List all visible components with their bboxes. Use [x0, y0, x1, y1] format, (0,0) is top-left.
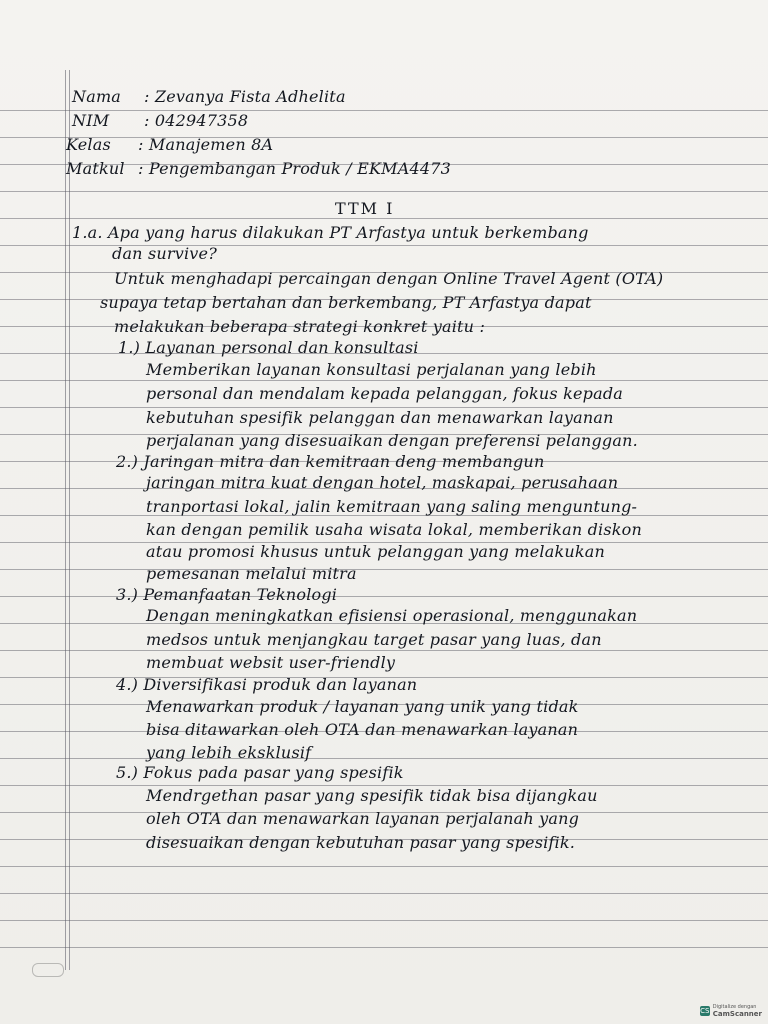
kelas-label: Kelas: [66, 135, 111, 154]
point-5-line: disesuaikan dengan kebutuhan pasar yang spesifik.: [146, 833, 576, 852]
camscanner-logo-icon: CS: [700, 1007, 710, 1015]
nim-value: 042947358: [154, 111, 249, 130]
point-5-line: oleh OTA dan menawarkan layanan perjalanah yang: [146, 809, 580, 828]
point-2-line: jaringan mitra kuat dengan hotel, maskapai, perusahaan: [146, 473, 619, 492]
matkul-label: Matkul: [66, 159, 125, 178]
question-line-1: 1.a. Apa yang harus dilakukan PT Arfastya untuk berkembang: [72, 223, 589, 242]
point-3-line: Dengan meningkatkan efisiensi operasional, menggunakan: [146, 606, 638, 625]
intro-line-1: Untuk menghadapi percaingan dengan Online Travel Agent (OTA): [114, 269, 664, 288]
kelas-value: Manajemen 8A: [148, 135, 274, 154]
matkul-value: Pengembangan Produk / EKMA4473: [148, 159, 451, 178]
watermark-brand: CamScanner: [712, 1010, 762, 1018]
point-2-line: pemesanan melalui mitra: [146, 564, 357, 583]
header-nim: NIM : 042947358: [72, 111, 249, 130]
point-3-heading: 3.) Pemanfaatan Teknologi: [116, 585, 338, 604]
header-kelas: Kelas : Manajemen 8A: [66, 135, 274, 154]
point-2-heading: 2.) Jaringan mitra dan kemitraan deng membangun: [116, 452, 545, 471]
question-line-2: dan survive?: [112, 244, 217, 263]
watermark-caption: Digitalize dengan: [712, 1004, 757, 1010]
point-4-line: bisa ditawarkan oleh OTA dan menawarkan layanan: [146, 720, 579, 739]
watermark-text: [713, 1004, 762, 1018]
nama-label: Nama: [72, 87, 122, 106]
intro-line-3: melakukan beberapa strategi konkret yaitu :: [114, 317, 486, 336]
point-2-line: tranportasi lokal, jalin kemitraan yang saling menguntung-: [146, 497, 638, 516]
point-4-line: Menawarkan produk / layanan yang unik yang tidak: [146, 697, 579, 716]
intro-line-2: supaya tetap bertahan dan berkembang, PT Arfastya dapat: [100, 293, 592, 312]
point-1-line: personal dan mendalam kepada pelanggan, fokus kepada: [146, 384, 624, 403]
point-3-line: medsos untuk menjangkau target pasar yang luas, dan: [146, 630, 602, 649]
point-3-line: membuat websit user-friendly: [146, 653, 396, 672]
point-5-line: Mendrgethan pasar yang spesifik tidak bisa dijangkau: [146, 786, 598, 805]
nama-value: Zevanya Fista Adhelita: [154, 87, 346, 106]
point-1-line: Memberikan layanan konsultasi perjalanan yang lebih: [146, 360, 597, 379]
header-nama: Nama : Zevanya Fista Adhelita: [72, 87, 346, 106]
page-title: TTM I: [335, 199, 395, 218]
point-2-line: kan dengan pemilik usaha wisata lokal, memberikan diskon: [146, 520, 643, 539]
point-4-heading: 4.) Diversifikasi produk dan layanan: [116, 675, 418, 694]
scanner-watermark: [700, 1004, 762, 1018]
point-1-line: kebutuhan spesifik pelanggan dan menawarkan layanan: [146, 408, 614, 427]
point-5-heading: 5.) Fokus pada pasar yang spesifik: [116, 763, 404, 782]
point-4-line: yang lebih eksklusif: [146, 743, 312, 762]
point-2-line: atau promosi khusus untuk pelanggan yang melakukan: [146, 542, 606, 561]
nim-label: NIM: [72, 111, 110, 130]
header-matkul: Matkul : Pengembangan Produk / EKMA4473: [66, 159, 451, 178]
point-1-heading: 1.) Layanan personal dan konsultasi: [118, 338, 419, 357]
point-1-line: perjalanan yang disesuaikan dengan preferensi pelanggan.: [146, 431, 638, 450]
